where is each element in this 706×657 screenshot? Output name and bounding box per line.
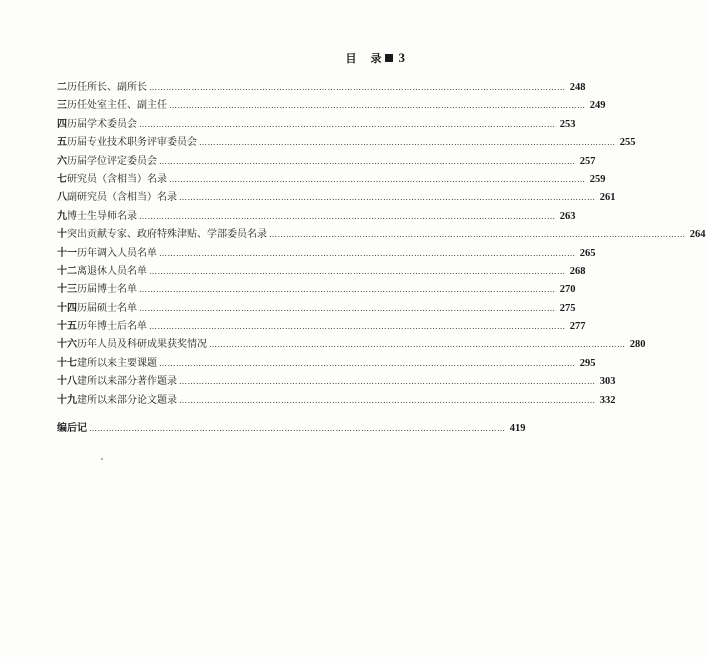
toc-entry-title: 历届博士名单 bbox=[77, 284, 137, 296]
toc-entry-title: 历届硕士名单 bbox=[77, 302, 137, 314]
toc-entry-title: 离退休人员名单 bbox=[77, 265, 147, 277]
toc-entry-page: 280 bbox=[629, 339, 646, 351]
toc-entry-title: 研究员（含相当）名录 bbox=[67, 173, 167, 185]
toc-entry-page: 257 bbox=[579, 155, 596, 167]
toc-entry-title: 建所以来部分著作题录 bbox=[77, 376, 177, 388]
toc-leader-dots: ………………………………………………………………………………………………………………………………… bbox=[159, 156, 576, 166]
toc-entry-title: 副研究员（含相当）名录 bbox=[67, 192, 177, 204]
toc-entry[interactable] bbox=[57, 133, 636, 151]
scan-speck bbox=[101, 458, 103, 460]
table-of-contents bbox=[57, 78, 706, 437]
toc-entry-page: 255 bbox=[619, 137, 636, 149]
toc-leader-dots: ………………………………………………………………………………………………………………………………… bbox=[179, 395, 596, 405]
toc-entry-number: 十一 bbox=[57, 247, 77, 259]
header-page-number: 3 bbox=[398, 50, 405, 65]
toc-leader-dots: ………………………………………………………………………………………………………………………………… bbox=[139, 285, 556, 295]
toc-leader-dots: ………………………………………………………………………………………………………………………………… bbox=[89, 424, 506, 434]
toc-entry[interactable] bbox=[57, 78, 586, 96]
toc-entry[interactable] bbox=[57, 244, 596, 262]
toc-leader-dots: ………………………………………………………………………………………………………………………………… bbox=[199, 138, 616, 148]
toc-entry-page: 259 bbox=[589, 173, 606, 185]
toc-entry[interactable] bbox=[57, 207, 576, 225]
toc-entry[interactable] bbox=[57, 96, 606, 114]
toc-leader-dots: ………………………………………………………………………………………………………………………………… bbox=[179, 377, 596, 387]
toc-leader-dots: ………………………………………………………………………………………………………………………………… bbox=[139, 303, 556, 313]
toc-entry[interactable] bbox=[57, 152, 596, 170]
toc-entry[interactable] bbox=[57, 115, 576, 133]
toc-entry-number: 二 bbox=[57, 82, 67, 93]
toc-entry-title: 编后记 bbox=[57, 423, 87, 435]
toc-entry[interactable] bbox=[57, 299, 576, 317]
header-mu: 目 bbox=[345, 52, 357, 65]
toc-leader-dots: ………………………………………………………………………………………………………………………………… bbox=[159, 248, 576, 258]
page-header bbox=[346, 50, 406, 66]
toc-entry-page: 265 bbox=[579, 247, 596, 259]
toc-leader-dots: ………………………………………………………………………………………………………………………………… bbox=[149, 322, 566, 332]
toc-entry-page: 253 bbox=[559, 118, 576, 130]
toc-entry-title: 建所以来主要课题 bbox=[77, 357, 157, 369]
toc-entry[interactable] bbox=[57, 317, 586, 335]
toc-entry-number: 十五 bbox=[57, 321, 77, 333]
toc-entry[interactable] bbox=[57, 262, 586, 280]
toc-entry-number: 六 bbox=[57, 155, 67, 167]
toc-entry[interactable] bbox=[57, 372, 616, 390]
toc-entry-number: 四 bbox=[57, 118, 67, 130]
toc-entry-number: 十 bbox=[57, 229, 67, 241]
toc-leader-dots: ………………………………………………………………………………………………………………………………… bbox=[149, 83, 566, 92]
toc-entry-title: 历届学术委员会 bbox=[67, 118, 137, 130]
toc-entry-number: 五 bbox=[57, 137, 67, 149]
toc-leader-dots: ………………………………………………………………………………………………………………………………… bbox=[179, 193, 596, 203]
toc-entry-page: 303 bbox=[599, 376, 616, 388]
toc-leader-dots: ………………………………………………………………………………………………………………………………… bbox=[159, 358, 576, 368]
toc-entry-title: 历任所长、副所长 bbox=[67, 82, 147, 93]
toc-entry-number: 十八 bbox=[57, 376, 77, 388]
toc-entry-title: 突出贡献专家、政府特殊津贴、学部委员名录 bbox=[67, 229, 267, 241]
toc-entry-title: 历年人员及科研成果获奖情况 bbox=[77, 339, 207, 351]
toc-entry[interactable] bbox=[57, 188, 616, 206]
toc-entry-page: 261 bbox=[599, 192, 616, 204]
toc-leader-dots: ………………………………………………………………………………………………………………………………… bbox=[139, 119, 556, 129]
toc-entry[interactable] bbox=[57, 225, 706, 243]
toc-entry[interactable] bbox=[57, 354, 596, 372]
toc-entry-page: 275 bbox=[559, 302, 576, 314]
toc-entry-page: 270 bbox=[559, 284, 576, 296]
toc-entry-page: 249 bbox=[589, 100, 606, 112]
toc-entry-title: 历届学位评定委员会 bbox=[67, 155, 157, 167]
toc-leader-dots: ………………………………………………………………………………………………………………………………… bbox=[169, 174, 586, 184]
toc-leader-dots: ………………………………………………………………………………………………………………………………… bbox=[269, 230, 686, 240]
toc-entry-title: 历任处室主任、副主任 bbox=[67, 100, 167, 112]
toc-entry-number: 三 bbox=[57, 100, 67, 112]
toc-leader-dots: ………………………………………………………………………………………………………………………………… bbox=[139, 211, 556, 221]
toc-entry-page: 419 bbox=[509, 423, 526, 435]
toc-entry-title: 博士生导师名录 bbox=[67, 210, 137, 222]
toc-entry-number: 十六 bbox=[57, 339, 77, 351]
toc-entry-page: 295 bbox=[579, 357, 596, 369]
toc-entry-title: 历届专业技术职务评审委员会 bbox=[67, 137, 197, 149]
toc-entry-page: 268 bbox=[569, 265, 586, 277]
toc-entry-number: 八 bbox=[57, 192, 67, 204]
toc-entry-title: 历年博士后名单 bbox=[77, 321, 147, 333]
header-lu: 录 bbox=[370, 52, 382, 65]
toc-leader-dots: ………………………………………………………………………………………………………………………………… bbox=[149, 266, 566, 276]
toc-entry-number: 十九 bbox=[57, 394, 77, 406]
toc-entry-number: 十三 bbox=[57, 284, 77, 296]
toc-entry-page: 248 bbox=[569, 82, 586, 93]
toc-entry-page: 277 bbox=[569, 321, 586, 333]
toc-leader-dots: ………………………………………………………………………………………………………………………………… bbox=[209, 340, 626, 350]
toc-entry-number: 十二 bbox=[57, 265, 77, 277]
toc-entry[interactable] bbox=[57, 280, 576, 298]
toc-leader-dots: ………………………………………………………………………………………………………………………………… bbox=[169, 101, 586, 111]
toc-entry-title: 建所以来部分论文题录 bbox=[77, 394, 177, 406]
toc-entry-title: 历年调入人员名单 bbox=[77, 247, 157, 259]
toc-entry-postscript[interactable] bbox=[57, 419, 526, 437]
toc-entry[interactable] bbox=[57, 170, 606, 188]
toc-entry-page: 263 bbox=[559, 210, 576, 222]
toc-entry-number: 十七 bbox=[57, 357, 77, 369]
toc-entry[interactable] bbox=[57, 335, 646, 353]
header-square-mark bbox=[385, 54, 393, 62]
toc-entry-number: 十四 bbox=[57, 302, 77, 314]
toc-entry[interactable] bbox=[57, 391, 616, 409]
toc-entry-number: 九 bbox=[57, 210, 67, 222]
toc-entry-page: 264 bbox=[689, 229, 706, 241]
toc-entry-number: 七 bbox=[57, 173, 67, 185]
toc-entry-page: 332 bbox=[599, 394, 616, 406]
